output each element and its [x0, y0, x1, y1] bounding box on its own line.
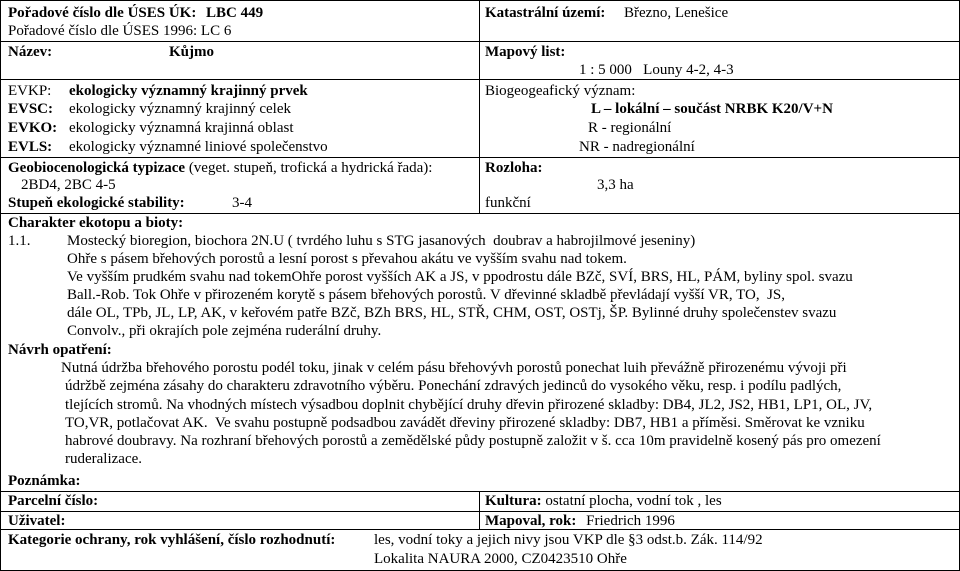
kategorie-value-2: Lokalita NAURA 2000, CZ0423510 Ohře — [374, 551, 627, 567]
row-divider — [1, 491, 959, 492]
navrh-line: údržbě zejména zásahy do charakteru zdravotního výběru. Ponechání zdravých jedinců do vysokého věku, resp. i podílu padlých, — [65, 378, 842, 394]
charakter-line: Ball.-Rob. Tok Ohře v přirozeném korytě s pásem břehových porostů. V dřevinné skladbě převládají vyšší VR, TO, JS, — [67, 287, 786, 303]
row-divider — [1, 79, 959, 80]
charakter-line: Convolv., při okrajích pole zejména ruderální druhy. — [67, 323, 382, 339]
rozloha-value: 3,3 ha — [597, 177, 634, 193]
poradove-cislo-label: Pořadové číslo dle ÚSES ÚK: — [8, 5, 197, 21]
column-divider — [479, 1, 480, 213]
evkp-code: EVKP: — [8, 83, 52, 99]
poznamka-label: Poznámka: — [8, 473, 81, 489]
charakter-label: Charakter ekotopu a bioty: — [8, 215, 184, 231]
navrh-label: Návrh opatření: — [8, 342, 112, 358]
evsc-code: EVSC: — [8, 101, 54, 117]
column-divider — [479, 491, 480, 529]
navrh-line: habrové doubravy. Na rozhraní břehových porostů a zemědělské půdy postupně založit v š. cca 10m pravidelně kosený pás pro omezení — [65, 433, 881, 449]
kultura-label: Kultura: — [485, 493, 542, 509]
charakter-line: dále OL, TPb, JL, LP, AK, v keřovém patře BZč, BZh BRS, HL, STŘ, CHM, OST, OSTj, ŠP. Bylinné druhy společenstev svazu — [67, 305, 837, 321]
mapovy-list-label: Mapový list: — [485, 44, 566, 60]
charakter-line: Mostecký bioregion, biochora 2N.U ( tvrdého luhu s STG jasanových doubrav a habrojilmové jeseniny) — [67, 233, 696, 249]
row-divider — [1, 213, 959, 214]
mapovy-list-value: 1 : 5 000 Louny 4-2, 4-3 — [579, 62, 734, 78]
nazev-value: Kůjmo — [169, 44, 214, 60]
vyznam-lokalni: L – lokální – součást NRBK K20/V+N — [591, 101, 833, 117]
rozloha-label: Rozloha: — [485, 160, 543, 176]
navrh-line: tlejících stromů. Na vhodných místech výsadbou doplnit chybějící druhy dřevin přirozené skladby: DB4, JL2, JS2, HB1, LP1, OL, JV, — [65, 397, 873, 413]
rozloha-status: funkční — [485, 195, 531, 211]
row-divider — [1, 41, 959, 42]
kultura-value: ostatní plocha, vodní tok , les — [545, 493, 722, 509]
mapoval-value: Friedrich 1996 — [586, 513, 675, 529]
evls-text: ekologicky významné liniové společenstvo — [69, 139, 328, 155]
mapoval-field — [485, 513, 675, 529]
row-divider — [1, 529, 959, 530]
katastralni-label: Katastrální území: — [485, 5, 606, 21]
typizace-value: 2BD4, 2BC 4-5 — [21, 177, 116, 193]
navrh-line: Nutná údržba břehového porostu podél toku, jinak v celém pásu břehovývh porostů ponechat luih převážně přirozenému vývoji při — [61, 360, 847, 376]
kultura-field — [485, 493, 722, 509]
uzivatel-label: Uživatel: — [8, 513, 66, 529]
vyznam-label: Biogeogeafický význam: — [485, 83, 636, 99]
evko-text: ekologicky významná krajinná oblast — [69, 120, 294, 136]
parcelni-label: Parcelní číslo: — [8, 493, 99, 509]
navrh-line: TO,VR, potlačovat AK. Ve svahu postupně podsadbou zavádět dřeviny přirozené skladby: DB7, HB1 a příměsi. Směrovat ke vzniku — [65, 415, 865, 431]
typizace-label: Geobiocenologická typizace — [8, 160, 186, 176]
katastralni-value: Březno, Lenešice — [624, 5, 729, 21]
poradove-cislo-value: LBC 449 — [206, 5, 264, 21]
vyznam-nadregionalni: NR - nadregionální — [579, 139, 695, 155]
row-divider — [1, 511, 959, 512]
stabilita-value: 3-4 — [232, 195, 252, 211]
kategorie-value: les, vodní toky a jejich nivy jsou VKP dle §3 odst.b. Zák. 114/92 — [374, 532, 763, 548]
vyznam-regionalni: R - regionální — [588, 120, 672, 136]
kategorie-label: Kategorie ochrany, rok vyhlášení, číslo rozhodnutí: — [8, 532, 336, 548]
navrh-line: ruderalizace. — [65, 451, 143, 467]
nazev-label: Název: — [8, 44, 53, 60]
evsc-text: ekologicky významný krajinný celek — [69, 101, 292, 117]
charakter-line: Ohře s pásem břehových porostů a lesní porost s převahou akátu ve vyšším svahu nad tokem. — [67, 251, 627, 267]
evls-code: EVLS: — [8, 139, 53, 155]
typizace-note: (veget. stupeň, trofická a hydrická řada): — [188, 160, 433, 176]
stabilita-label: Stupeň ekologické stability: — [8, 195, 185, 211]
poradove-cislo-1996: Pořadové číslo dle ÚSES 1996: LC 6 — [8, 23, 232, 39]
evkp-text: ekologicky významný krajinný prvek — [69, 83, 308, 99]
typizace-heading — [8, 160, 432, 176]
mapoval-label: Mapoval, rok: — [485, 513, 577, 529]
row-divider — [1, 157, 959, 158]
charakter-line: Ve vyšším prudkém svahu nad tokemOhře porost vyšších AK a JS, v ppodrostu dále BZč, SVÍ, BRS, HL, PÁM, byliny spol. svazu — [67, 269, 853, 285]
charakter-number: 1.1. — [8, 233, 31, 249]
evko-code: EVKO: — [8, 120, 58, 136]
